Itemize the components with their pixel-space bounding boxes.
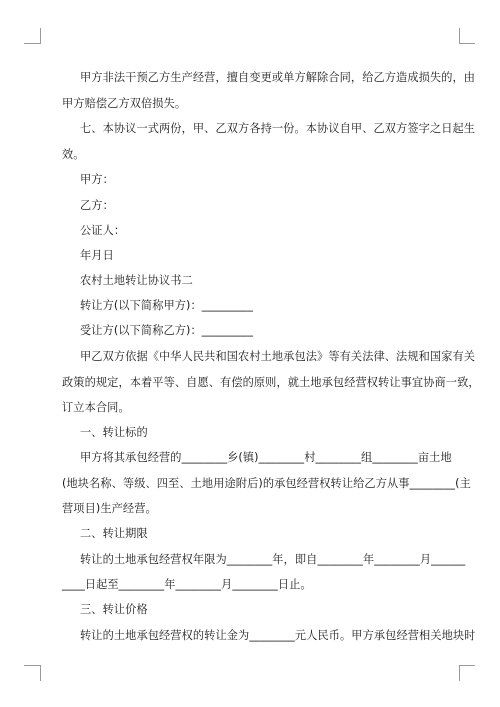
signature-party-a: 甲方： (80, 173, 114, 186)
paragraph-line: 甲乙双方依据《中华人民共和国农村土地承包法》等有关法律、法规和国家有关 (80, 350, 476, 363)
paragraph-line: 甲方非法干预乙方生产经营，擅自变更或单方解除合同，给乙方造成损失的，由 (80, 71, 476, 84)
paragraph-line: 订立本合同。 (62, 401, 130, 414)
crop-mark-bottom-left-v (40, 665, 41, 681)
crop-mark-top-left-v (40, 28, 41, 44)
paragraph-line: (地块名称、等级、四至、土地用途附后)的承包经营权转让给乙方从事________(主 (62, 477, 471, 490)
paragraph-line: ____日起至________年________月________日止。 (62, 578, 312, 591)
crop-mark-top-left-h (24, 43, 40, 44)
clause-heading: 一、转让标的 (80, 426, 148, 439)
crop-mark-bottom-left-h (24, 665, 40, 666)
crop-mark-bottom-right-v (459, 665, 460, 681)
paragraph-line: 效。 (62, 148, 85, 161)
transferor-line: 转让方(以下简称甲方)：_________ (80, 299, 254, 312)
signature-notary: 公证人： (80, 224, 126, 237)
signature-date: 年月日 (80, 249, 114, 262)
paragraph-line: 政策的规定，本着平等、自愿、有偿的原则，就土地承包经营权转让事宜协商一致， (62, 376, 480, 389)
paragraph-line: 甲方赔偿乙方双倍损失。 (62, 97, 187, 110)
transferee-line: 受让方(以下简称乙方)：_________ (80, 324, 254, 337)
signature-party-b: 乙方： (80, 199, 114, 212)
clause-heading: 三、转让价格 (80, 603, 148, 616)
clause-heading: 二、转让期限 (80, 527, 148, 540)
paragraph-line: 转让的土地承包经营权年限为________年，即自________年________月______ (80, 553, 466, 566)
crop-mark-bottom-right-h (459, 665, 475, 666)
crop-mark-top-right-v (459, 28, 460, 44)
section-title: 农村土地转让协议书二 (80, 274, 193, 287)
paragraph-line: 转让的土地承包经营权的转让金为________元人民币。甲方承包经营相关地块时 (80, 629, 476, 642)
paragraph-line: 营项目)生产经营。 (62, 502, 157, 515)
paragraph-line: 甲方将其承包经营的________乡(镇)________村________组________亩土地 (80, 451, 452, 464)
paragraph-line: 七、本协议一式两份，甲、乙双方各持一份。本协议自甲、乙双方签字之日起生 (80, 122, 476, 135)
crop-mark-top-right-h (459, 43, 475, 44)
